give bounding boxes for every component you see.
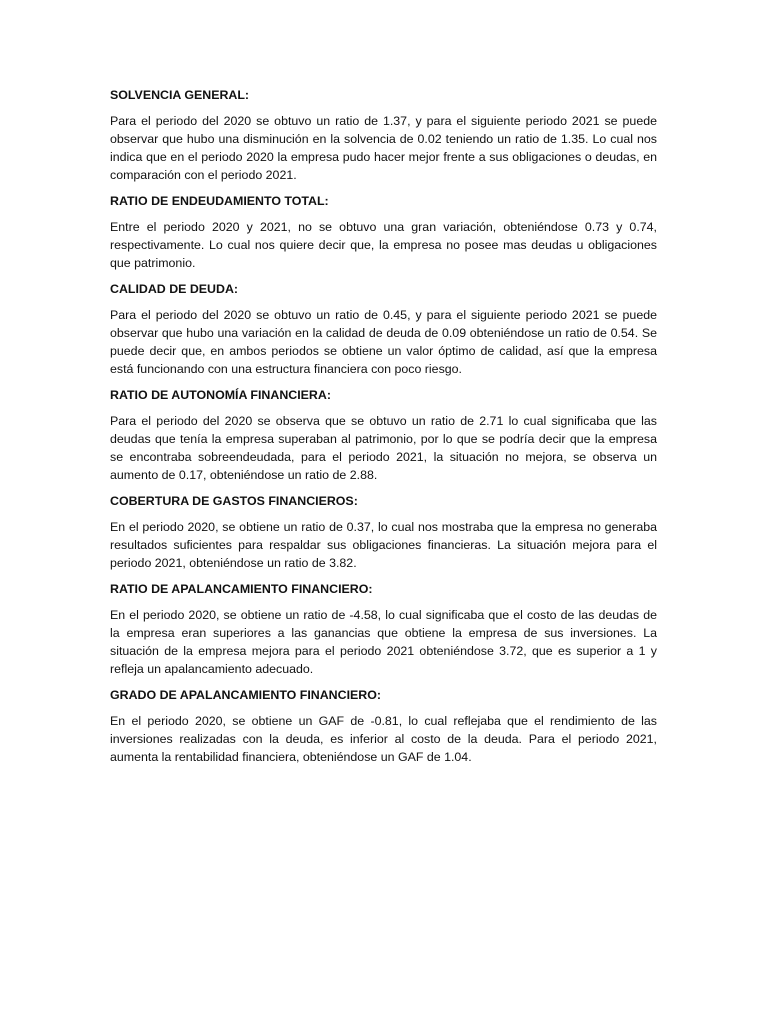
section-heading: RATIO DE APALANCAMIENTO FINANCIERO: [110, 582, 373, 596]
section-calidad-de-deuda [110, 280, 657, 378]
section-heading: SOLVENCIA GENERAL: [110, 88, 250, 102]
section-paragraph: Entre el periodo 2020 y 2021, no se obtuvo una gran variación, obteniéndose 0.73 y 0.74, respectivamente. Lo cual nos quiere decir que, la empresa no posee mas deudas u obligaciones que patrimonio. [110, 220, 657, 270]
section-heading: GRADO DE APALANCAMIENTO FINANCIERO: [110, 688, 381, 702]
section-endeudamiento-total [110, 192, 657, 272]
section-autonomia-financiera [110, 386, 657, 484]
section-solvencia-general [110, 86, 657, 184]
document-body [110, 86, 657, 774]
section-heading: RATIO DE AUTONOMÍA FINANCIERA: [110, 388, 331, 402]
section-heading: CALIDAD DE DEUDA: [110, 282, 239, 296]
section-heading: COBERTURA DE GASTOS FINANCIEROS: [110, 494, 358, 508]
section-paragraph: En el periodo 2020, se obtiene un GAF de -0.81, lo cual reflejaba que el rendimiento de las inversiones realizadas con la deuda, es inferior al costo de la deuda. Para el periodo 2021, aumenta la rentabilidad financiera, obteniéndose un GAF de 1.04. [110, 714, 657, 764]
section-paragraph: En el periodo 2020, se obtiene un ratio de 0.37, lo cual nos mostraba que la empresa no generaba resultados suficientes para respaldar sus obligaciones financieras. La situación mejora para el periodo 2021, obteniéndose un ratio de 3.82. [110, 520, 657, 570]
section-paragraph: Para el periodo del 2020 se obtuvo un ratio de 0.45, y para el siguiente periodo 2021 se puede observar que hubo una variación en la calidad de deuda de 0.09 obteniéndose un ratio de 0.54. Se puede decir que, en ambos periodos se obtiene un valor óptimo de calidad, así que la empresa está funcionando con una estructura financiera con poco riesgo. [110, 308, 657, 376]
section-apalancamiento-financiero [110, 580, 657, 678]
section-heading: RATIO DE ENDEUDAMIENTO TOTAL: [110, 194, 329, 208]
section-cobertura-gastos-financieros [110, 492, 657, 572]
section-paragraph: Para el periodo del 2020 se observa que se obtuvo un ratio de 2.71 lo cual significaba que las deudas que tenía la empresa superaban al patrimonio, por lo que se podría decir que la empresa se encontraba sobreendeudada, para el periodo 2021, la situación no mejora, se observa un aumento de 0.17, obteniéndose un ratio de 2.88. [110, 414, 657, 482]
section-grado-apalancamiento-financiero [110, 686, 657, 766]
section-paragraph: En el periodo 2020, se obtiene un ratio de -4.58, lo cual significaba que el costo de las deudas de la empresa eran superiores a las ganancias que obtiene la empresa de sus inversiones. La situación de la empresa mejora para el periodo 2021 obteniéndose 3.72, que es superior a 1 y refleja un apalancamiento adecuado. [110, 608, 657, 676]
section-paragraph: Para el periodo del 2020 se obtuvo un ratio de 1.37, y para el siguiente periodo 2021 se puede observar que hubo una disminución en la solvencia de 0.02 teniendo un ratio de 1.35. Lo cual nos indica que en el periodo 2020 la empresa pudo hacer mejor frente a sus obligaciones o deudas, en comparación con el periodo 2021. [110, 114, 657, 182]
